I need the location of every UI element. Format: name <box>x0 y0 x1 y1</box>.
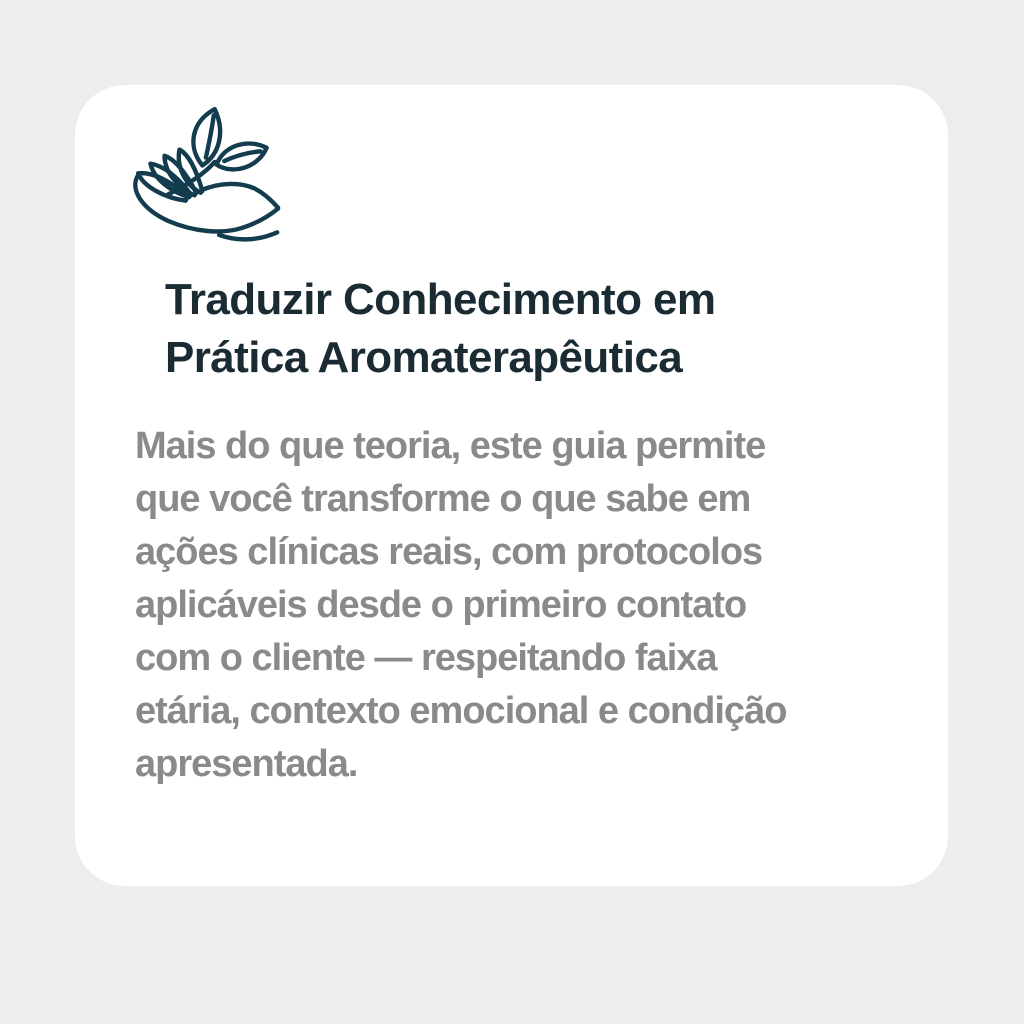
hand-holding-leaves-icon <box>117 101 293 251</box>
paragraph-line-7: apresentada. <box>135 743 358 785</box>
paragraph-line-2: que você transforme o que sabe em <box>135 478 751 520</box>
paragraph-line-6: etária, contexto emocional e condição <box>135 690 787 732</box>
card-paragraph <box>135 420 786 791</box>
paragraph-line-5: com o cliente — respeitando faixa <box>135 637 717 679</box>
card-title <box>165 271 715 387</box>
title-line-2: Prática Aromaterapêutica <box>165 333 683 382</box>
hand-holding-leaves-icon-svg <box>117 101 293 251</box>
paragraph-line-4: aplicáveis desde o primeiro contato <box>135 584 747 626</box>
paragraph-line-3: ações clínicas reais, com protocolos <box>135 531 763 573</box>
title-line-1: Traduzir Conhecimento em <box>165 275 716 324</box>
content-card <box>75 85 948 886</box>
paragraph-line-1: Mais do que teoria, este guia permite <box>135 425 766 467</box>
